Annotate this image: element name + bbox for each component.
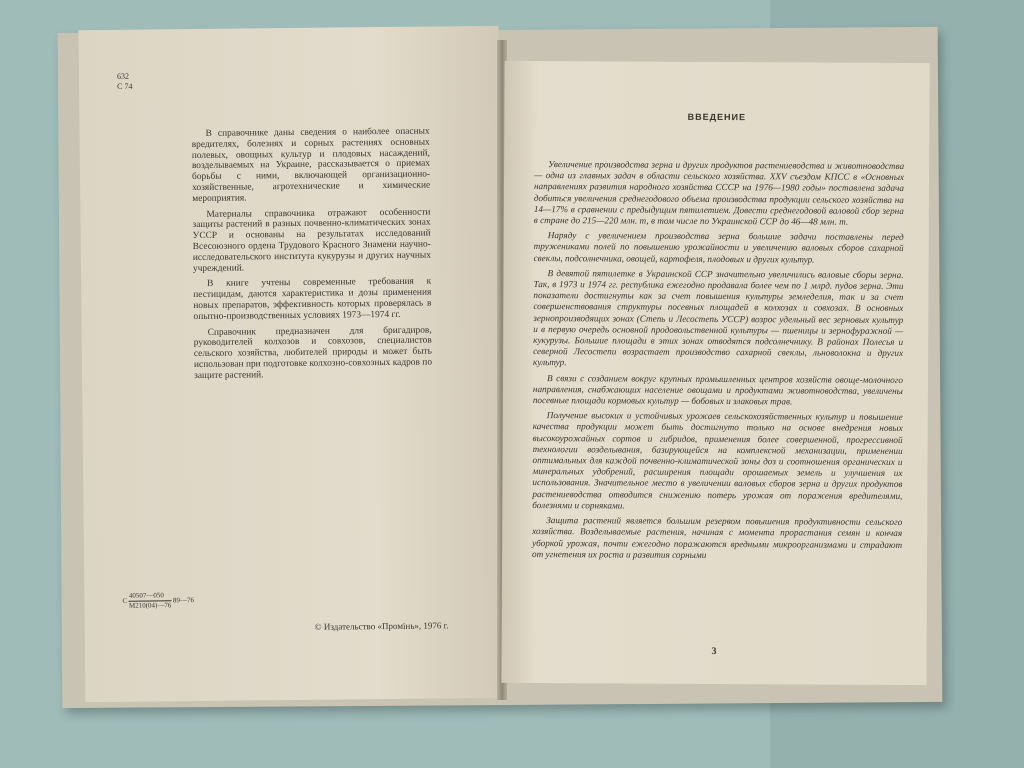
copyright-notice: © Издательство «Промінь», 1976 г. (314, 620, 449, 632)
chapter-heading: ВВЕДЕНИЕ (687, 111, 747, 123)
abstract-paragraph: Справочник предназначен для бригадиров, руководителей колхозов и совхозов, специалистов сельского хозяйства, любителей природы и может быть использован при подготовке колхозно-совхозных кадров по защите растений. (193, 325, 433, 381)
classmark: 632 С 74 (116, 71, 133, 91)
imprint-code: С $\frac{40507—050}{М210(04)—76}$ 89—76 (122, 591, 195, 610)
abstract-paragraph: Материалы справочника отражают особенности защиты растений в разных почвенно-климатических зонах УССР и основаны на результатах исследований Всесоюзного ордена Трудового Красного Знамени научно-исследовательского института кукурузы и других научных учреждений. (192, 207, 431, 274)
body-paragraph: Защита растений является большим резервом повышения продуктивности сельского хозяйства. Возделываемые растения, начиная с момента прорастания семян и кончая уборкой урожая, почти ежегодно поражаются вредными микроорганизмами и страдают от угнетения их роста и развития сорными (532, 515, 903, 560)
book-abstract (192, 127, 433, 387)
body-paragraph: Увеличение производства зерна и других продуктов растениеводства и животноводства — одна из главных задач в области сельского хозяйства. XXV съездом КПСС в «Основных направлениях развития народного хозяйства СССР на 1976—1980 годы» поставлена задача добиться увеличения среднегодового объема производства продукции сельского хозяйства на 14—17% в сравнении с предыдущим пятилетием. Довести среднегодовой валовой сбор зерна в стране до 215—220 млн. т, в том числе по Украинской ССР до 46—48 млн. т. (533, 159, 905, 227)
page-number: 3 (711, 645, 717, 658)
left-page (78, 26, 505, 702)
body-paragraph: Наряду с увеличением производства зерна большие задачи поставлены перед тружениками полей по повышению урожайности и увеличению валовых сборов сахарной свеклы, подсолнечника, овощей, картофеля, плодовых и других культур. (533, 230, 904, 265)
body-paragraph: В девятой пятилетке в Украинской ССР значительно увеличились валовые сборы зерна. Так, в 1973 и 1974 гг. республика ежегодно продавала более чем по 1 млрд. пудов зерна. Эти показатели достигнуты как за счет повышения культуры земледелия, так и за счет совершенствования структуры посевных площадей в колхозах и совхозах. В основных зернопроизводящих зонах (Степь и Лесостепь УССР) возрос удельный вес зерновых культур и в первую очередь основной продовольственной культуры — пшеницы и зернофуражной — кукурузы. Большие площади в этих зонах отводятся подсолнечнику. В районах Полесья и северной Лесостепи возрастает производство сахарной свеклы, льноволокна и других культур. (533, 267, 904, 368)
right-page (501, 61, 929, 685)
introduction-text (532, 159, 904, 566)
body-paragraph: В связи с созданием вокруг крупных промышленных центров хозяйств овоще-молочного направления, снабжающих население овощами и продуктами животноводства, увеличены посевные площади кормовых культур — бобовых и злаковых трав. (532, 372, 903, 407)
abstract-paragraph: В справочнике даны сведения о наиболее опасных вредителях, болезнях и сорных растениях основных полевых, овощных культур и плодовых насаждений, возделываемых на Украине, рассказывается о приемах борьбы с ними, включающей организационно-хозяйственные, агротехнические и химические мероприятия. (191, 126, 431, 204)
body-paragraph: Получение высоких и устойчивых урожаев сельскохозяйственных культур и повышение качества продукции может быть достигнуто только на основе внедрения новых высокоурожайных сортов и гибридов, применения более совершенной, прогрессивной технологии возделывания, базирующейся на комплексной механизации, применении оптимальных для каждой почвенно-климатической зоны доз и соотношения органических и минеральных удобрений, расширения площади орошаемых земель и улучшения их использования. Значительное место в увеличении валовых сборов зерна и других продуктов растениеводства отводится снижению потерь урожая от поражения вредителями, болезнями и сорняками. (532, 410, 903, 511)
abstract-paragraph: В книге учтены современные требования к пестицидам, даются характеристика и дозы применения новых препаратов, эффективность которых проверялась в опытно-производственных условиях 1973—1974 гг. (193, 276, 432, 322)
